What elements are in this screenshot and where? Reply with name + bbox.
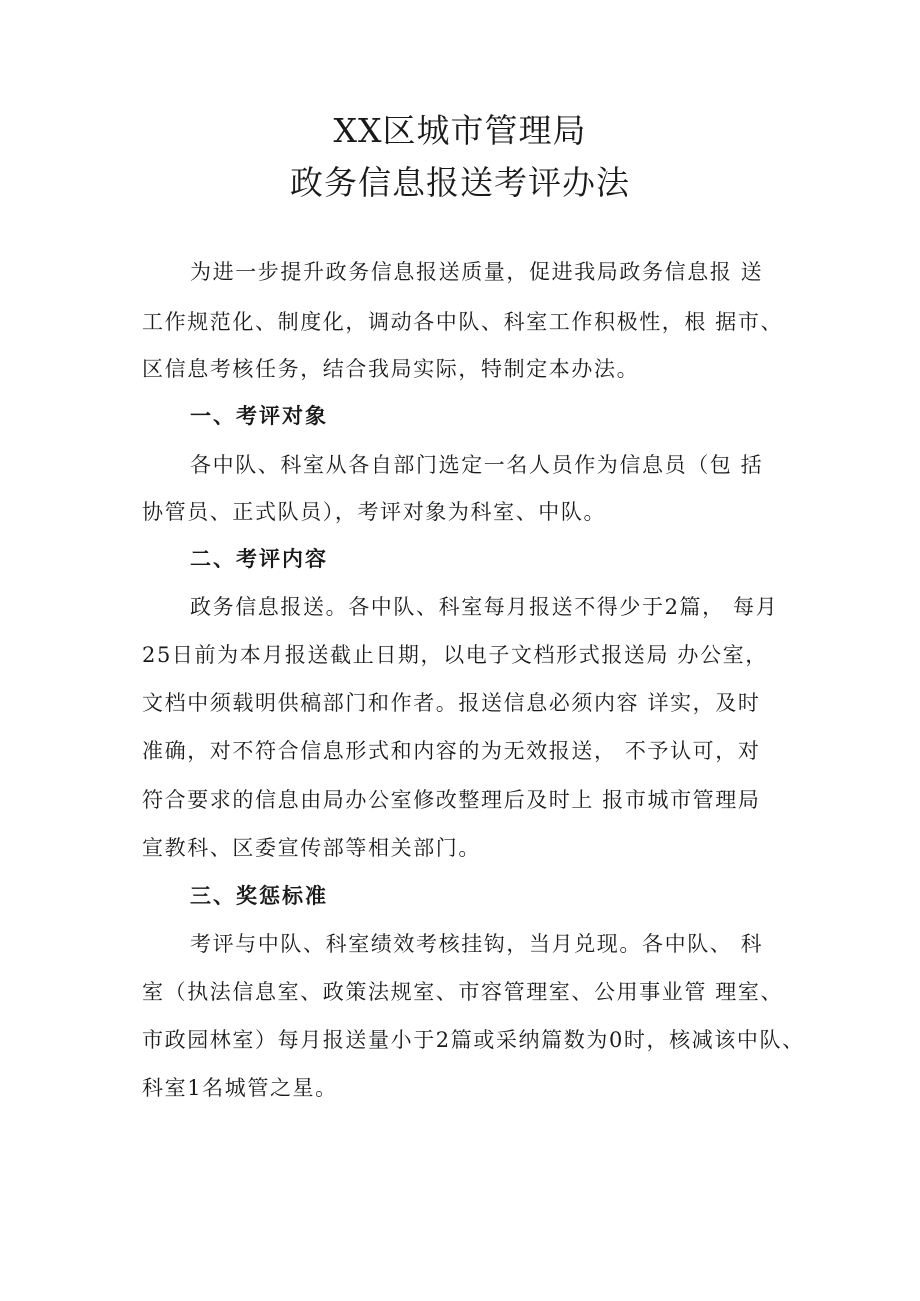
intro-line-1: 为进一步提升政务信息报送质量，促进我局政务信息报 送	[190, 260, 764, 284]
intro-line-3: 区信息考核任务，结合我局实际，特制定本办法。	[142, 357, 640, 381]
section-3-line-4: 科室1名城管之星。	[142, 1076, 338, 1100]
section-3-line-2: 室（执法信息室、政策法规室、市容管理室、公用事业管 理室、	[142, 980, 784, 1004]
section-1-line-2: 协管员、正式队员），考评对象为科室、中队。	[142, 500, 607, 524]
section-2-heading: 二、考评内容	[190, 547, 328, 571]
document-title-line-2: 政务信息报送考评办法	[290, 163, 630, 202]
section-1-line-1: 各中队、科室从各自部门选定一名人员作为信息员（包 括	[190, 453, 764, 477]
section-1-heading: 一、考评对象	[190, 404, 328, 428]
section-3-heading: 三、奖惩标准	[190, 884, 328, 908]
section-2-line-2: 25日前为本月报送截止日期，以电子文档形式报送局 办公室，	[142, 643, 768, 667]
section-3-line-3: 市政园林室）每月报送量小于2篇或采纳篇数为0时，核减该中队、	[142, 1028, 805, 1052]
section-2-line-4: 准确，对不符合信息形式和内容的为无效报送， 不予认可，对	[142, 739, 761, 763]
document-title-line-1: XX区城市管理局	[333, 111, 587, 150]
section-2-line-6: 宣教科、区委宣传部等相关部门。	[142, 836, 481, 860]
section-2-line-5: 符合要求的信息由局办公室修改整理后及时上 报市城市管理局	[142, 788, 761, 812]
section-2-line-3: 文档中须载明供稿部门和作者。报送信息必须内容 详实，及时	[142, 691, 761, 715]
section-2-line-1: 政务信息报送。各中队、科室每月报送不得少于2篇， 每月	[190, 595, 779, 619]
intro-line-2: 工作规范化、制度化，调动各中队、科室工作积极性，根 据市、	[142, 310, 784, 334]
section-3-line-1: 考评与中队、科室绩效考核挂钩，当月兑现。各中队、 科	[190, 932, 764, 956]
